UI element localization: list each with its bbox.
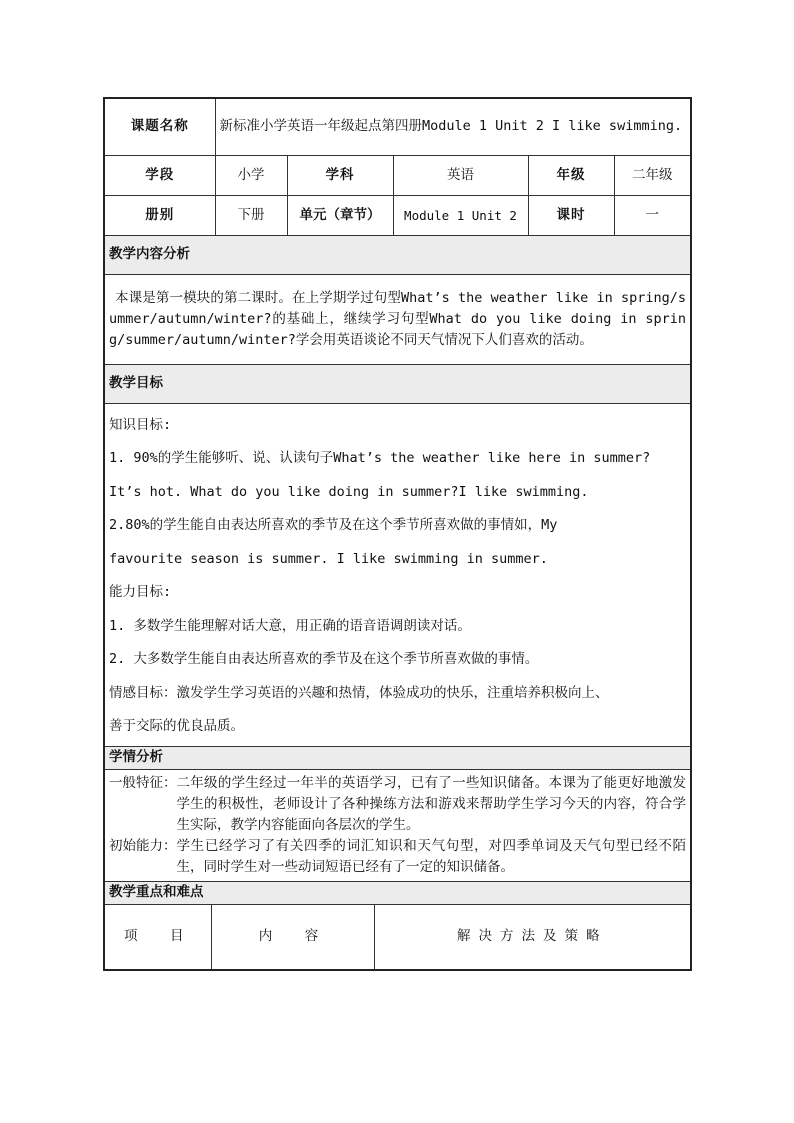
key-points-heading: 教学重点和难点 [104,881,691,904]
stage-label: 学段 [104,155,215,195]
learner-analysis-body [104,769,691,881]
lesson-title-value: 新标准小学英语一年级起点第四册Module 1 Unit 2 I like swimming. [215,98,691,155]
key-points-subtable [105,905,690,969]
volume-label: 册别 [104,195,215,235]
objective-line-6: 1. 多数学生能理解对话大意，用正确的语音语调朗读对话。 [109,617,471,634]
objectives-heading: 教学目标 [104,364,691,403]
volume-value: 下册 [215,195,287,235]
general-features-label: 一般特征： [109,774,177,791]
title-row [104,98,691,155]
content-analysis-heading-row [104,235,691,274]
objective-line-2: It’s hot. What do you like doing in summer?I like swimming. [109,483,589,500]
objective-line-ability-heading: 能力目标: [109,584,172,600]
lesson-plan-page [103,97,690,971]
col-method-header: 解决方法及策略 [457,928,608,944]
objectives-row [104,403,691,746]
objective-line-3: 2.80%的学生能自由表达所喜欢的季节及在这个季节所喜欢做的事情如，My [109,517,558,533]
objectives-body [104,403,691,746]
learner-analysis-heading-row [104,746,691,769]
col-content-header: 内 容 [211,905,374,969]
lesson-title-label: 课题名称 [104,98,215,155]
key-points-heading-row [104,881,691,904]
learner-analysis-heading: 学情分析 [104,746,691,769]
objective-line-knowledge-heading: 知识目标: [109,416,172,433]
key-points-header-row [104,904,691,970]
general-features-text: 二年级的学生经过一年半的英语学习，已有了一些知识储备。本课为了能更好地激发学生的积极性，老师设计了各种操练方法和游戏来帮助学生学习今天的内容，符合学生实际，教学内容能面向各层次的学生。 [176,774,687,833]
learner-analysis-row [104,769,691,881]
period-value: 一 [614,195,691,235]
general-features [109,773,686,836]
objective-line-4: favourite season is summer. I like swimming in summer. [109,550,548,567]
key-points-header-cell [104,904,691,970]
initial-ability-text: 学生已经学习了有关四季的词汇知识和天气句型，对四季单词及天气句型已经不陌生，同时学生对一些动词短语已经有了一定的知识储备。 [176,837,687,875]
objective-line-7: 2. 大多数学生能自由表达所喜欢的季节及在这个季节所喜欢做的事情。 [109,651,539,667]
objective-line-emotion: 情感目标：激发学生学习英语的兴趣和热情，体验成功的快乐，注重培养积极向上、 [109,684,609,701]
initial-ability [109,836,686,878]
meta-row-2 [104,195,691,235]
period-label: 课时 [528,195,614,235]
initial-ability-label: 初始能力： [109,837,177,854]
objective-line-1: 1. 90%的学生能够听、说、认读句子What’s the weather like here in summer? [109,450,651,466]
subject-label: 学科 [287,155,393,195]
grade-label: 年级 [528,155,614,195]
stage-value: 小学 [215,155,287,195]
lesson-plan-table [103,97,692,971]
col-item-header: 项 目 [105,905,211,969]
objective-line-9: 善于交际的优良品质。 [109,718,244,734]
objectives-heading-row [104,364,691,403]
unit-value: Module 1 Unit 2 [393,195,528,235]
content-analysis-text: 本课是第一模块的第二课时。在上学期学过句型What’s the weather like in spring/summer/autumn/winter?的基础上，继续学习句型What do you like doing in spring/summer/autumn/winter?学会用英语谈论不同天气情况下人们喜欢的活动。 [104,274,691,364]
grade-value: 二年级 [614,155,691,195]
content-analysis-row [104,274,691,364]
content-analysis-heading: 教学内容分析 [104,235,691,274]
meta-row-1 [104,155,691,195]
subject-value: 英语 [393,155,528,195]
unit-label: 单元（章节） [287,195,393,235]
